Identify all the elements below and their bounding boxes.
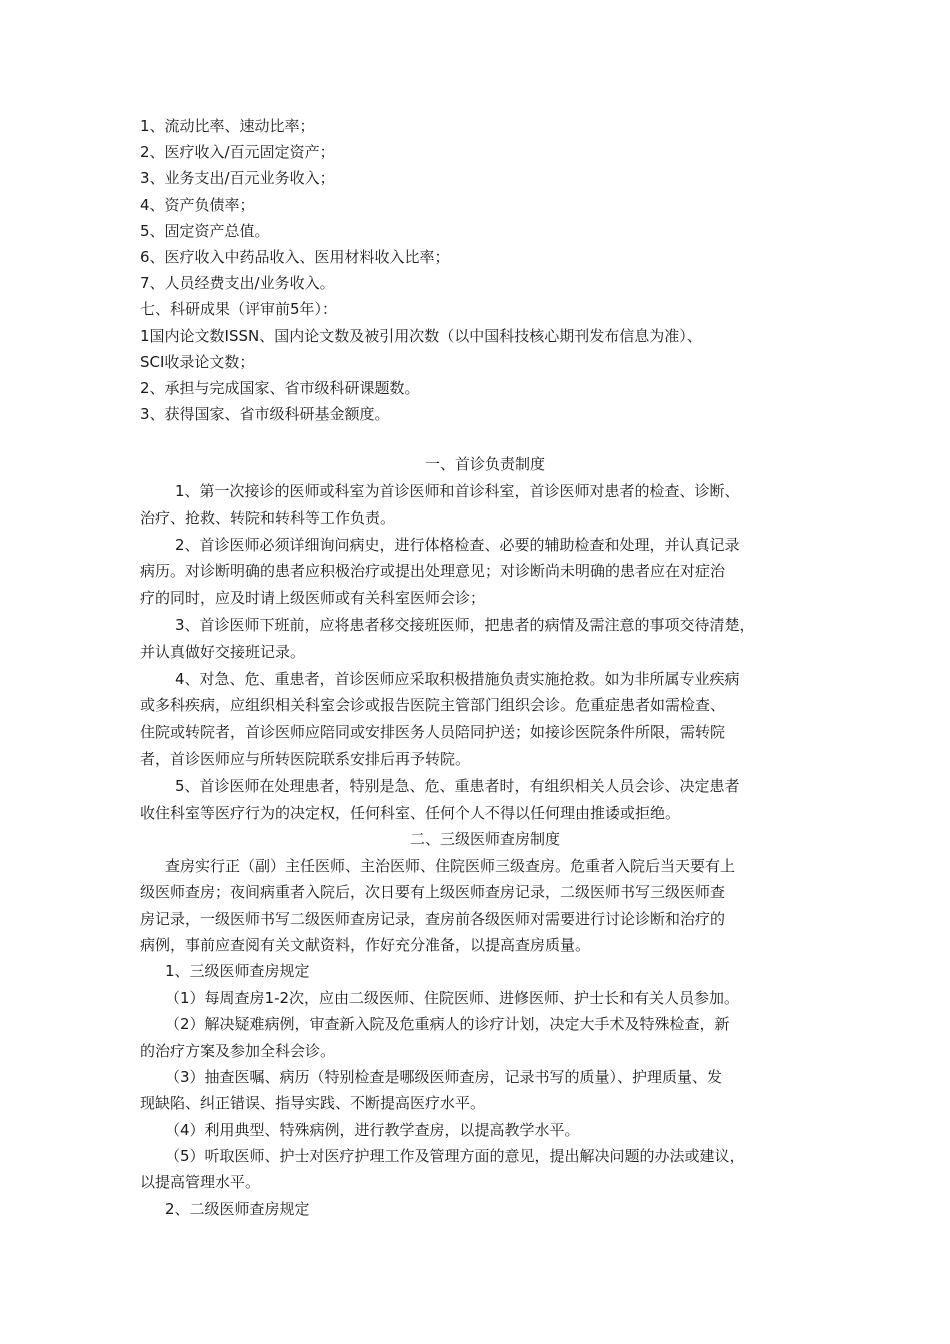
research-heading: 七、科研成果（评审前5年）： (140, 300, 338, 319)
paragraph-line: （5）听取医师、护士对医疗护理工作及管理方面的意见，提出解决问题的办法或建议， (165, 1147, 745, 1166)
spacer (140, 427, 830, 451)
document-body (140, 113, 830, 1222)
list-item: 7、人员经费支出/业务收入。 (140, 274, 335, 293)
paragraph-line: 3、首诊医师下班前，应将患者移交接班医师，把患者的病情及需注意的事项交待清楚， (175, 616, 755, 635)
section-body (140, 478, 830, 826)
paragraph-line: 住院或转院者，首诊医师应陪同或安排医务人员陪同护送；如接诊医院条件所限，需转院 (140, 723, 726, 742)
paragraph-line: 现缺陷、纠正错误、指导实践、不断提高医疗水平。 (140, 1094, 486, 1113)
paragraph-line: 以提高管理水平。 (140, 1173, 261, 1192)
finance-indicator-list (140, 113, 830, 296)
paragraph-line: 病历。对诊断明确的患者应积极治疗或提出处理意见；对诊断尚未明确的患者应在对症治 (140, 562, 726, 581)
paragraph-line: 者，首诊医师应与所转医院联系安排后再予转院。 (140, 750, 471, 769)
paragraph-line: （3）抽查医嘱、病历（特别检查是哪级医师查房，记录书写的质量）、护理质量、发 (165, 1067, 723, 1086)
research-list (140, 323, 830, 428)
paragraph-line: 或多科疾病，应组织相关科室会诊或报告医院主管部门组织会诊。危重症患者如需检查、 (140, 696, 726, 715)
list-item: 5、固定资产总值。 (140, 221, 270, 240)
list-item: 1国内论文数ISSN、国内论文数及被引用次数（以中国科技核心期刊发布信息为准）、 (140, 326, 702, 345)
list-item: 6、医疗收入中药品收入、医用材料收入比率； (140, 247, 450, 266)
paragraph-line: 病例，事前应查阅有关文献资料，作好充分准备，以提高查房质量。 (140, 935, 591, 954)
list-item: 3、业务支出/百元业务收入； (140, 169, 335, 188)
paragraph-line: （1）每周查房1-2次，应由二级医师、住院医师、进修医师、护士长和有关人员参加。 (165, 988, 740, 1007)
paragraph-line: 2、二级医师查房规定 (165, 1199, 310, 1218)
list-item: SCI收录论文数； (140, 352, 255, 371)
list-item: 1、流动比率、速动比率； (140, 117, 315, 135)
paragraph-line: 并认真做好交接班记录。 (140, 642, 306, 661)
paragraph-line: 房记录，一级医师书写二级医师查房记录，查房前各级医师对需要进行讨论诊断和治疗的 (140, 909, 726, 928)
paragraph-line: 级医师查房；夜间病重者入院后，次日要有上级医师查房记录，二级医师书写三级医师查 (140, 883, 726, 902)
paragraph-line: 疗的同时，应及时请上级医师或有关科室医师会诊； (140, 589, 486, 608)
paragraph-line: 5、首诊医师在处理患者，特别是急、危、重患者时，有组织相关人员会诊、决定患者 (175, 776, 740, 795)
paragraph-line: 治疗、抢救、转院和转科等工作负责。 (140, 508, 396, 527)
paragraph-line: 4、对急、危、重患者，首诊医师应采取积极措施负责实施抢救。如为非所属专业疾病 (175, 669, 740, 688)
list-item: 4、资产负债率； (140, 195, 255, 214)
section-title: 二、三级医师查房制度 (409, 830, 560, 849)
section-title: 一、首诊负责制度 (424, 455, 545, 474)
paragraph-line: 2、首诊医师必须详细询问病史，进行体格检查、必要的辅助检查和处理，并认真记录 (175, 535, 740, 554)
paragraph-line: 查房实行正（副）主任医师、主治医师、住院医师三级查房。危重者入院后当天要有上 (165, 856, 736, 875)
list-item: 2、承担与完成国家、省市级科研课题数。 (140, 378, 420, 397)
paragraph-line: （2）解决疑难病例，审查新入院及危重病人的诊疗计划，决定大手术及特殊检查，新 (165, 1015, 730, 1034)
list-item: 3、获得国家、省市级科研基金额度。 (140, 405, 390, 424)
paragraph-line: 1、三级医师查房规定 (165, 962, 310, 981)
list-item: 2、医疗收入/百元固定资产； (140, 143, 335, 162)
paragraph-line: 的治疗方案及参加全科会诊。 (140, 1041, 336, 1060)
paragraph-line: （4）利用典型、特殊病例，进行教学查房，以提高教学水平。 (165, 1120, 580, 1139)
paragraph-line: 1、第一次接诊的医师或科室为首诊医师和首诊科室，首诊医师对患者的检查、诊断、 (175, 482, 740, 501)
paragraph-line: 收住科室等医疗行为的决定权，任何科室、任何个人不得以任何理由推诿或拒绝。 (140, 803, 681, 822)
section-body (140, 853, 830, 1222)
